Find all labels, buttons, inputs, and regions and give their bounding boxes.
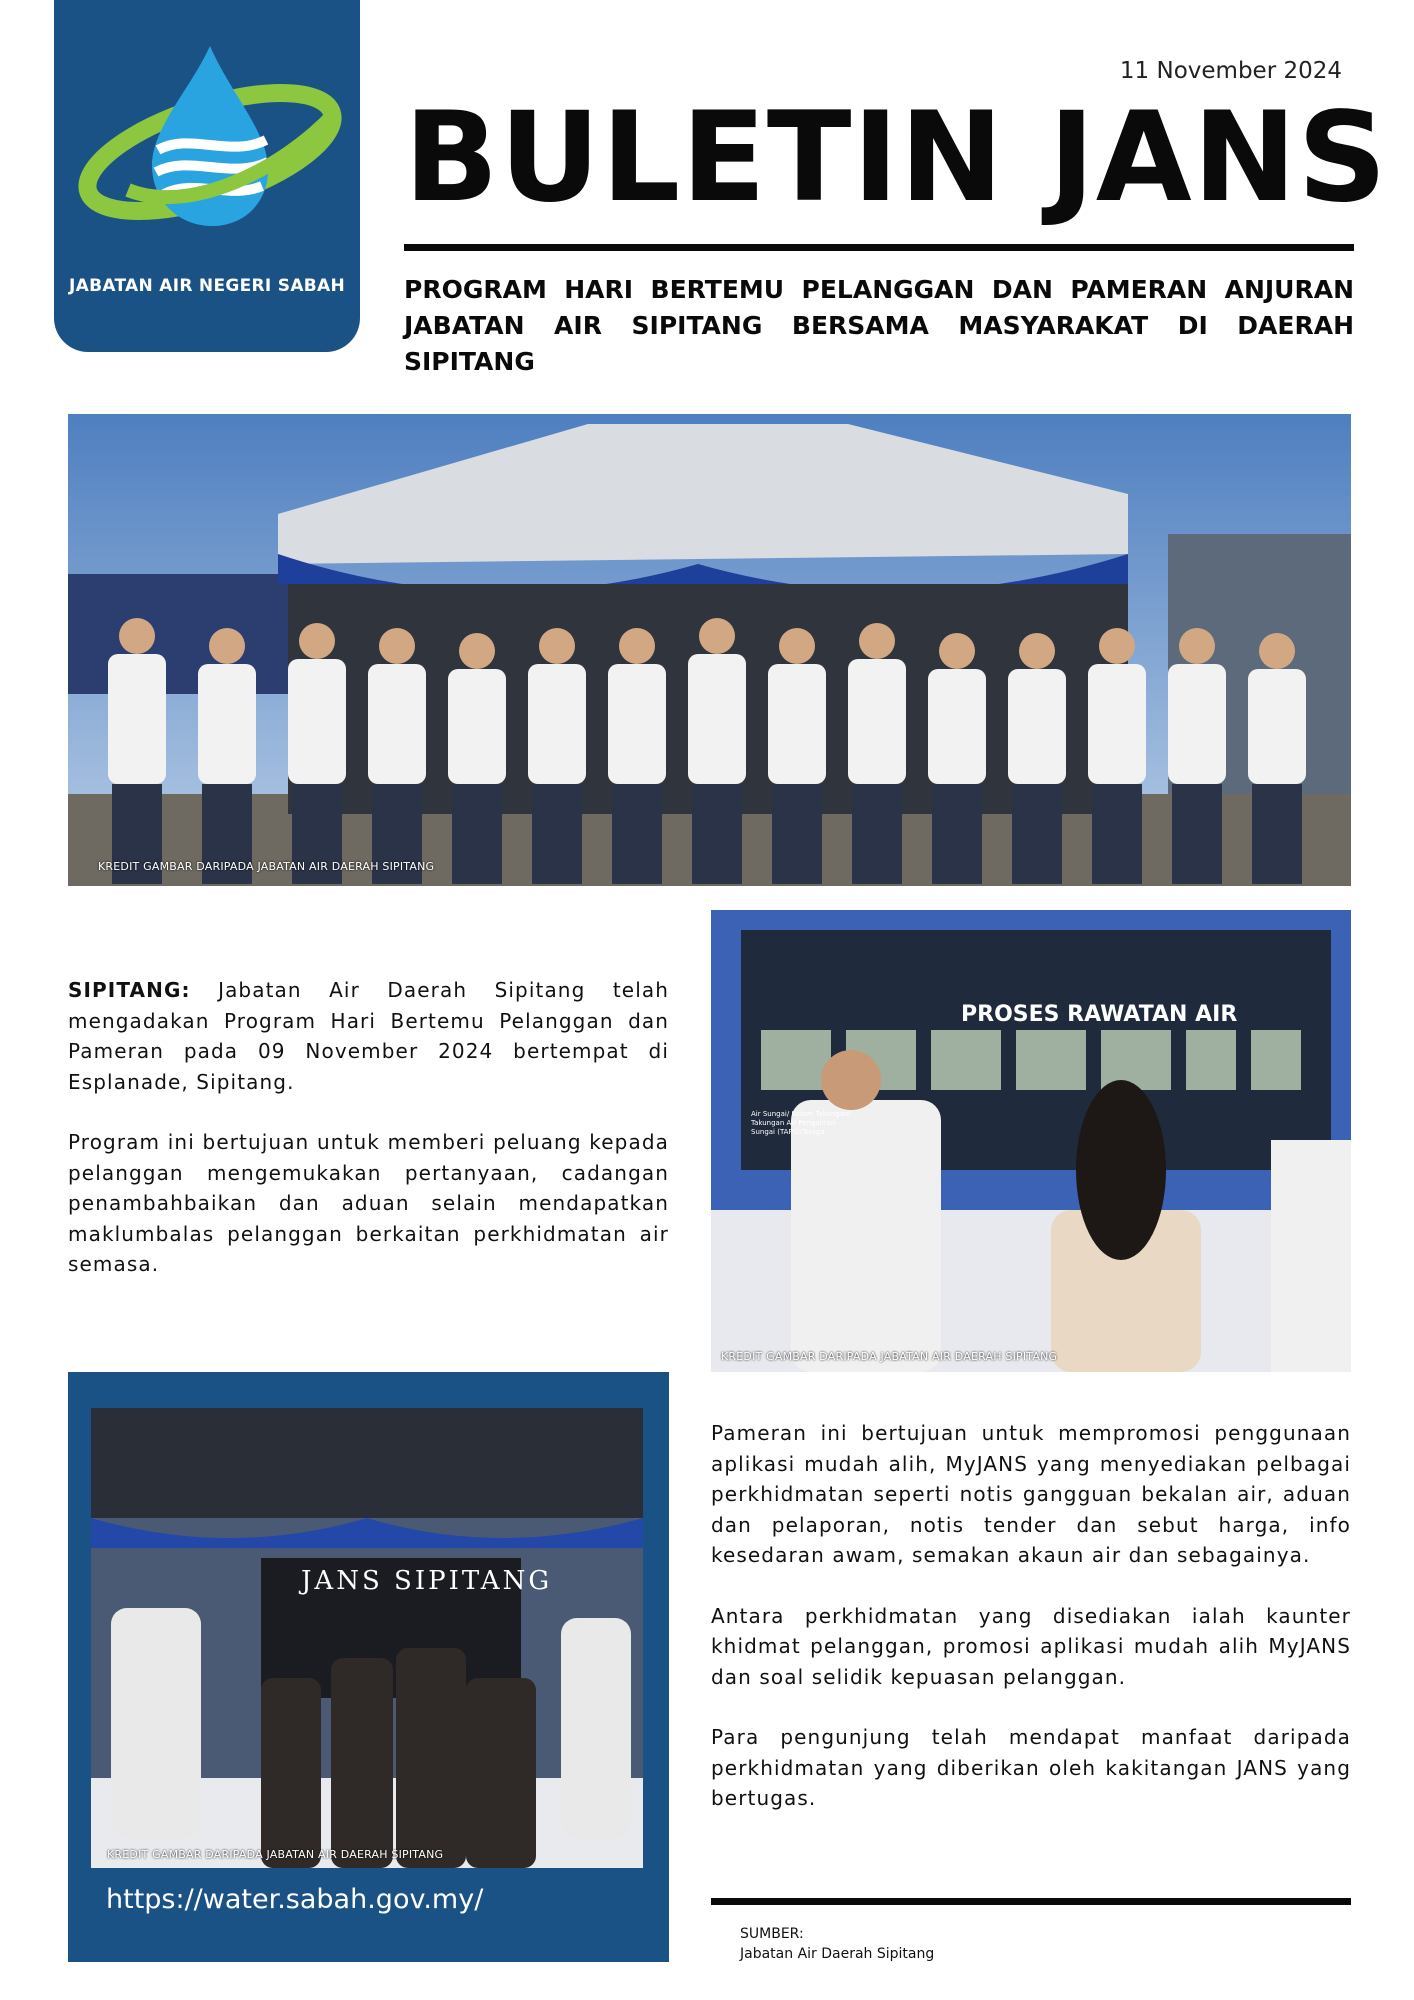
article-body — [711, 1418, 1351, 1844]
source-note — [740, 1924, 934, 1964]
booth-photo — [91, 1408, 643, 1868]
photo-credit: KREDIT GAMBAR DARIPADA JABATAN AIR DAERAH SIPITANG — [107, 1848, 444, 1861]
website-link[interactable]: https://water.sabah.gov.my/ — [106, 1884, 484, 1915]
issue-date: 11 November 2024 — [1119, 58, 1342, 84]
photo-credit: KREDIT GAMBAR DARIPADA JABATAN AIR DAERAH SIPITANG — [721, 1350, 1058, 1363]
group-photo — [68, 414, 1351, 886]
banner-title: PROSES RAWATAN AIR — [961, 1002, 1238, 1027]
source-label: SUMBER: — [740, 1926, 804, 1942]
article-headline: PROGRAM HARI BERTEMU PELANGGAN DAN PAMERAN ANJURAN JABATAN AIR SIPITANG BERSAMA MASYARAKAT DI DAERAH SIPITANG — [404, 275, 1354, 376]
footer-divider — [711, 1898, 1351, 1905]
lead-paragraph — [68, 975, 669, 1097]
banner-caption: Air Sungai/ Kolam Takungan/ Takungan Air Pengaliran Sungai (TAPS)/Telaga — [751, 1110, 851, 1136]
paragraph-2: Program ini bertujuan untuk memberi peluang kepada pelanggan mengemukakan pertanyaan, cadangan penambahbaikan dan aduan selain mendapatkan maklumbalas pelanggan berkaitan perkhidmatan air semasa. — [68, 1130, 669, 1276]
process-banner-photo — [711, 910, 1351, 1372]
paragraph-4: Antara perkhidmatan yang disediakan ialah kaunter khidmat pelanggan, promosi aplikasi mudah alih MyJANS dan soal selidik kepuasan pelanggan. — [711, 1603, 1351, 1689]
logo-text: JABATAN AIR NEGERI SABAH — [68, 276, 346, 296]
water-drop-logo-icon — [70, 40, 344, 240]
header-divider — [404, 244, 1354, 251]
lead-text: Jabatan Air Daerah Sipitang telah mengadakan Program Hari Bertemu Pelanggan dan Pameran pada 09 November 2024 bertempat di Esplanade, Sipitang. — [68, 978, 669, 1094]
paragraph-3: Pameran ini bertujuan untuk mempromosi penggunaan aplikasi mudah alih, MyJANS yang menyediakan pelbagai perkhidmatan seperti notis gangguan bekalan air, aduan dan pelaporan, notis tender dan sebut harga, info kesedaran awam, semakan akaun air dan sebagainya. — [711, 1421, 1351, 1567]
newsletter-title: BULETIN JANS — [404, 86, 1388, 230]
booth-sign: JANS SIPITANG — [301, 1566, 553, 1596]
logo-block — [54, 0, 360, 352]
photo-credit: KREDIT GAMBAR DARIPADA JABATAN AIR DAERAH SIPITANG — [98, 860, 435, 873]
paragraph-5: Para pengunjung telah mendapat manfaat daripada perkhidmatan yang diberikan oleh kakitangan JANS yang bertugas. — [711, 1725, 1351, 1810]
source-value: Jabatan Air Daerah Sipitang — [740, 1946, 935, 1962]
dateline: SIPITANG: — [68, 978, 191, 1002]
article-lead — [68, 975, 669, 1310]
